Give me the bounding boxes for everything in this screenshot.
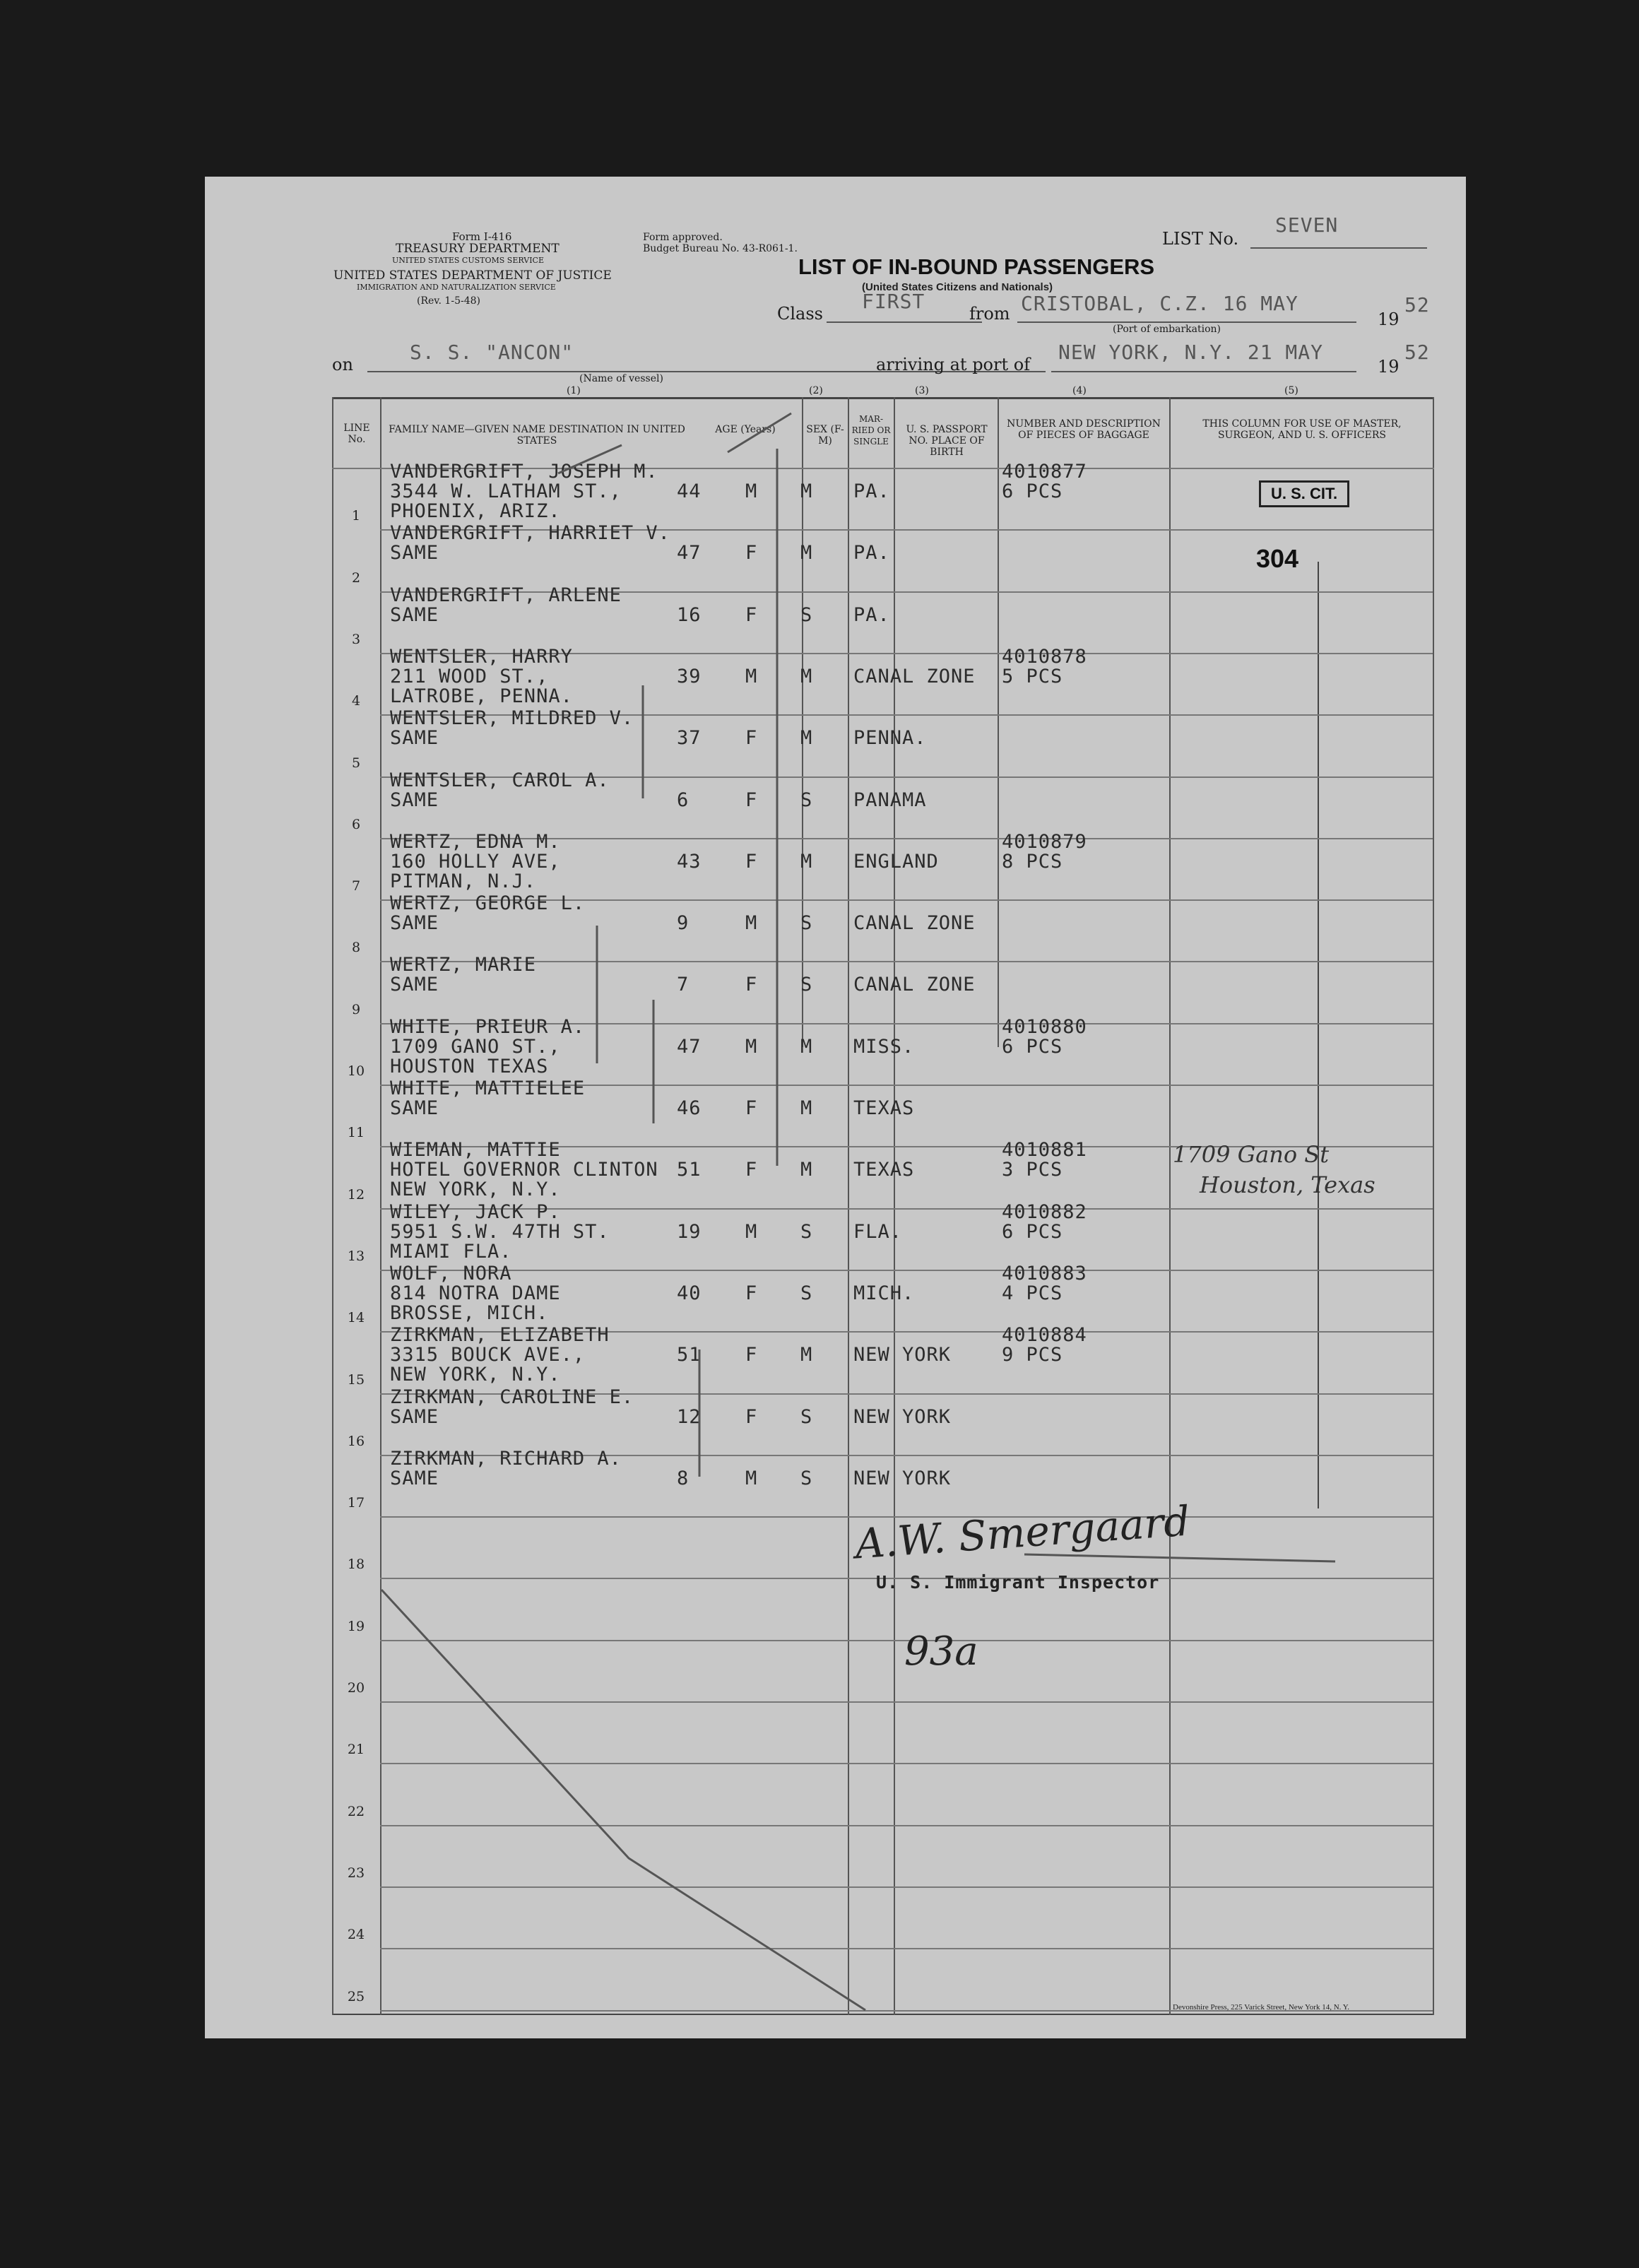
baggage-number: 4010878 — [1002, 645, 1087, 668]
passenger-birthplace: MICH. — [853, 1282, 915, 1304]
passenger-age: 6 — [677, 789, 690, 811]
col-baggage: NUMBER AND DESCRIPTION OF PIECES OF BAGGAGE — [1007, 418, 1161, 441]
budget-bureau: Budget Bureau No. 43-R061-1. — [643, 243, 798, 254]
passenger-name: WERTZ, GEORGE L. — [390, 892, 586, 915]
line-number: 5 — [351, 755, 361, 771]
line-number: 13 — [347, 1248, 365, 1264]
baggage-pieces: 6 PCS — [1002, 480, 1063, 502]
year-prefix-2: 19 — [1378, 357, 1400, 377]
passenger-sex: M — [745, 1220, 758, 1243]
passenger-marital: M — [800, 1344, 813, 1366]
passenger-age: 51 — [677, 1159, 702, 1181]
passenger-address: 1709 GANO ST., — [390, 1035, 561, 1058]
from-label: from — [969, 304, 1010, 324]
passenger-age: 46 — [677, 1097, 702, 1119]
handwritten-code: 93a — [904, 1629, 978, 1675]
line-number: 20 — [347, 1680, 365, 1696]
page-title: LIST OF IN-BOUND PASSENGERS — [798, 254, 1155, 279]
passenger-name: WENTSLER, CAROL A. — [390, 769, 610, 791]
passenger-marital: M — [800, 1097, 813, 1119]
passenger-marital: S — [800, 1405, 813, 1428]
passenger-name: WILEY, JACK P. — [390, 1200, 561, 1223]
printer-credit: Devonshire Press, 225 Varick Street, New York 14, N. Y. — [1173, 2003, 1350, 2012]
passenger-birthplace: FLA. — [853, 1220, 903, 1243]
col-officers: THIS COLUMN FOR USE OF MASTER, SURGEON, AND U. S. OFFICERS — [1202, 418, 1402, 441]
passenger-name: WENTSLER, MILDRED V. — [390, 707, 634, 730]
passenger-marital: M — [800, 665, 813, 687]
passenger-name: VANDERGRIFT, HARRIET V. — [390, 522, 670, 545]
passenger-address: SAME — [390, 912, 439, 935]
arrival-port: NEW YORK, N.Y. 21 MAY — [1058, 341, 1324, 364]
line-number: 7 — [351, 878, 361, 894]
col-num-1: (1) — [567, 385, 581, 396]
baggage-pieces: 5 PCS — [1002, 665, 1063, 687]
passenger-marital: M — [800, 542, 813, 565]
passenger-list-sheet — [205, 177, 1466, 2038]
passenger-age: 40 — [677, 1282, 702, 1304]
passenger-sex: F — [745, 542, 758, 565]
passenger-name: VANDERGRIFT, JOSEPH M. — [390, 461, 658, 483]
line-number: 21 — [347, 1742, 365, 1758]
passenger-address: 814 NOTRA DAME — [390, 1282, 561, 1304]
line-number: 6 — [351, 816, 361, 832]
passenger-sex: F — [745, 727, 758, 750]
embarkation-port: CRISTOBAL, C.Z. 16 MAY — [1021, 292, 1298, 315]
passenger-address: SAME — [390, 974, 439, 996]
inspector-signature: A.W. Smergaard — [853, 1496, 1192, 1569]
year-prefix: 19 — [1378, 309, 1400, 329]
class-label: Class — [777, 304, 823, 324]
embarkation-note: (Port of embarkation) — [1113, 324, 1221, 335]
line-number: 25 — [347, 1988, 365, 2004]
passenger-address: SAME — [390, 542, 439, 565]
passenger-address: SAME — [390, 603, 439, 626]
line-number: 19 — [347, 1618, 365, 1634]
passenger-sex: F — [745, 789, 758, 811]
page-subtitle: (United States Citizens and Nationals) — [862, 281, 1053, 293]
line-number: 17 — [347, 1495, 365, 1511]
baggage-number: 4010883 — [1002, 1262, 1087, 1284]
passenger-marital: M — [800, 850, 813, 873]
cancel-slash — [381, 1590, 865, 2010]
passenger-marital: S — [800, 1220, 813, 1243]
passenger-marital: M — [800, 480, 813, 502]
line-number: 4 — [351, 693, 361, 709]
line-number: 10 — [347, 1063, 365, 1079]
passenger-birthplace: TEXAS — [853, 1159, 915, 1181]
passenger-address-2: LATROBE, PENNA. — [390, 685, 573, 707]
col-num-2: (2) — [809, 385, 823, 396]
passenger-marital: S — [800, 1282, 813, 1304]
passenger-sex: M — [745, 912, 758, 935]
passenger-birthplace: ENGLAND — [853, 850, 939, 873]
passenger-age: 37 — [677, 727, 702, 750]
handwritten-address-line1: 1709 Gano St — [1173, 1141, 1330, 1168]
passenger-age: 9 — [677, 912, 690, 935]
form-number: Form I-416 — [452, 230, 512, 243]
passenger-address-2: MIAMI FLA. — [390, 1240, 512, 1263]
passenger-age: 16 — [677, 603, 702, 626]
handwritten-address-line2: Houston, Texas — [1200, 1171, 1375, 1198]
passenger-sex: F — [745, 850, 758, 873]
passenger-sex: F — [745, 1282, 758, 1304]
passenger-sex: F — [745, 1344, 758, 1366]
baggage-number: 4010881 — [1002, 1139, 1087, 1162]
passenger-address: SAME — [390, 789, 439, 811]
line-number: 14 — [347, 1310, 365, 1326]
passenger-birthplace: PENNA. — [853, 727, 927, 750]
passenger-name: WIEMAN, MATTIE — [390, 1139, 561, 1162]
col-num-5: (5) — [1284, 385, 1298, 396]
baggage-pieces: 6 PCS — [1002, 1035, 1063, 1058]
passenger-sex: F — [745, 1097, 758, 1119]
passenger-address-2: PITMAN, N.J. — [390, 870, 537, 892]
citizenship-stamp: U. S. CIT. — [1259, 480, 1349, 507]
passenger-address: SAME — [390, 1467, 439, 1489]
passenger-birthplace: NEW YORK — [853, 1405, 952, 1428]
passenger-marital: S — [800, 603, 813, 626]
ins-service: IMMIGRATION AND NATURALIZATION SERVICE — [357, 283, 556, 292]
passenger-address-2: BROSSE, MICH. — [390, 1301, 549, 1324]
passenger-age: 43 — [677, 850, 702, 873]
embark-year: 52 — [1404, 293, 1430, 317]
passenger-name: WOLF, NORA — [390, 1262, 512, 1284]
passenger-name: WHITE, PRIEUR A. — [390, 1015, 586, 1038]
passenger-birthplace: PA. — [853, 603, 890, 626]
list-no-value: SEVEN — [1275, 213, 1339, 237]
passenger-marital: M — [800, 727, 813, 750]
passenger-sex: F — [745, 1159, 758, 1181]
passenger-name: WENTSLER, HARRY — [390, 645, 573, 668]
passenger-address: SAME — [390, 1405, 439, 1428]
passenger-birthplace: PA. — [853, 480, 890, 502]
passenger-marital: S — [800, 1467, 813, 1489]
baggage-number: 4010884 — [1002, 1324, 1087, 1347]
line-number: 15 — [347, 1371, 365, 1388]
passenger-sex: M — [745, 665, 758, 687]
vessel-name: S. S. "ANCON" — [410, 341, 574, 364]
passenger-address: 211 WOOD ST., — [390, 665, 549, 687]
passenger-birthplace: NEW YORK — [853, 1344, 952, 1366]
line-number: 11 — [347, 1125, 365, 1141]
baggage-pieces: 3 PCS — [1002, 1159, 1063, 1181]
passenger-birthplace: PANAMA — [853, 789, 927, 811]
line-number: 8 — [351, 940, 361, 956]
passenger-birthplace: TEXAS — [853, 1097, 915, 1119]
baggage-pieces: 8 PCS — [1002, 850, 1063, 873]
passenger-address: HOTEL GOVERNOR CLINTON — [390, 1159, 658, 1181]
col-line: LINE No. — [343, 423, 370, 445]
passenger-address-2: PHOENIX, ARIZ. — [390, 500, 561, 522]
passenger-birthplace: CANAL ZONE — [853, 974, 976, 996]
arriving-label: arriving at port of — [876, 355, 1031, 374]
passenger-address: 3315 BOUCK AVE., — [390, 1344, 586, 1366]
baggage-pieces: 9 PCS — [1002, 1344, 1063, 1366]
passenger-name: ZIRKMAN, ELIZABETH — [390, 1324, 610, 1347]
arrival-year: 52 — [1404, 341, 1430, 364]
baggage-number: 4010880 — [1002, 1015, 1087, 1038]
col-sex: SEX (F-M) — [806, 424, 844, 447]
line-number: 3 — [351, 631, 361, 647]
revision: (Rev. 1-5-48) — [417, 295, 480, 307]
passenger-sex: M — [745, 1035, 758, 1058]
justice-dept: UNITED STATES DEPARTMENT OF JUSTICE — [333, 268, 612, 283]
line-number: 24 — [347, 1927, 365, 1943]
passenger-age: 12 — [677, 1405, 702, 1428]
passenger-sex: F — [745, 1405, 758, 1428]
baggage-number: 4010882 — [1002, 1200, 1087, 1223]
vessel-note: (Name of vessel) — [579, 373, 663, 384]
inspector-label: U. S. Immigrant Inspector — [876, 1572, 1160, 1593]
baggage-pieces: 6 PCS — [1002, 1220, 1063, 1243]
passenger-age: 47 — [677, 542, 702, 565]
col-married: MAR-RIED OR SINGLE — [851, 414, 891, 447]
passenger-age: 44 — [677, 480, 702, 502]
line-number: 22 — [347, 1803, 365, 1819]
passenger-age: 7 — [677, 974, 690, 996]
passenger-address: 5951 S.W. 47TH ST. — [390, 1220, 610, 1243]
passenger-name: WERTZ, MARIE — [390, 954, 537, 976]
passenger-age: 47 — [677, 1035, 702, 1058]
baggage-number: 4010877 — [1002, 461, 1087, 483]
passenger-address-2: NEW YORK, N.Y. — [390, 1364, 561, 1386]
passenger-address-2: NEW YORK, N.Y. — [390, 1179, 561, 1201]
stamp-number: 304 — [1256, 544, 1299, 573]
line-number: 2 — [351, 569, 361, 586]
customs-service: UNITED STATES CUSTOMS SERVICE — [392, 256, 544, 265]
baggage-number: 4010879 — [1002, 830, 1087, 853]
passenger-age: 19 — [677, 1220, 702, 1243]
passenger-name: WHITE, MATTIELEE — [390, 1077, 586, 1099]
passenger-birthplace: CANAL ZONE — [853, 912, 976, 935]
passenger-birthplace: NEW YORK — [853, 1467, 952, 1489]
passenger-marital: M — [800, 1035, 813, 1058]
passenger-address-2: HOUSTON TEXAS — [390, 1055, 549, 1077]
line-number: 1 — [351, 508, 361, 524]
passenger-name: VANDERGRIFT, ARLENE — [390, 584, 622, 606]
line-number: 18 — [347, 1557, 365, 1573]
line-number: 12 — [347, 1186, 365, 1203]
passenger-birthplace: PA. — [853, 542, 890, 565]
passenger-name: WERTZ, EDNA M. — [390, 830, 561, 853]
line-number: 16 — [347, 1433, 365, 1449]
col-num-4: (4) — [1072, 385, 1087, 396]
treasury-dept: TREASURY DEPARTMENT — [396, 242, 560, 256]
passenger-marital: S — [800, 974, 813, 996]
passenger-marital: S — [800, 912, 813, 935]
passenger-age: 8 — [677, 1467, 690, 1489]
line-number: 23 — [347, 1865, 365, 1881]
passenger-age: 51 — [677, 1344, 702, 1366]
class-value: FIRST — [862, 290, 925, 313]
passenger-marital: M — [800, 1159, 813, 1181]
passenger-sex: M — [745, 480, 758, 502]
passenger-sex: F — [745, 603, 758, 626]
passenger-birthplace: CANAL ZONE — [853, 665, 976, 687]
passenger-address: SAME — [390, 727, 439, 750]
list-no-label: LIST No. — [1162, 229, 1239, 249]
col-age: AGE (Years) — [715, 424, 776, 435]
passenger-sex: F — [745, 974, 758, 996]
passenger-address: 160 HOLLY AVE, — [390, 850, 561, 873]
passenger-name: ZIRKMAN, RICHARD A. — [390, 1447, 622, 1470]
on-label: on — [332, 355, 353, 374]
col-num-3: (3) — [915, 385, 929, 396]
passenger-address: SAME — [390, 1097, 439, 1119]
passenger-birthplace: MISS. — [853, 1035, 915, 1058]
col-passport: U. S. PASSPORT NO. PLACE OF BIRTH — [906, 424, 988, 458]
passenger-address: 3544 W. LATHAM ST., — [390, 480, 622, 502]
line-number: 9 — [351, 1001, 361, 1017]
passenger-age: 39 — [677, 665, 702, 687]
passenger-marital: S — [800, 789, 813, 811]
baggage-pieces: 4 PCS — [1002, 1282, 1063, 1304]
passenger-sex: M — [745, 1467, 758, 1489]
form-approved: Form approved. — [643, 232, 723, 243]
passenger-name: ZIRKMAN, CAROLINE E. — [390, 1386, 634, 1408]
col-name: FAMILY NAME—GIVEN NAME DESTINATION IN UNITED STATES — [389, 424, 685, 447]
pencil-marks — [205, 177, 1466, 2038]
